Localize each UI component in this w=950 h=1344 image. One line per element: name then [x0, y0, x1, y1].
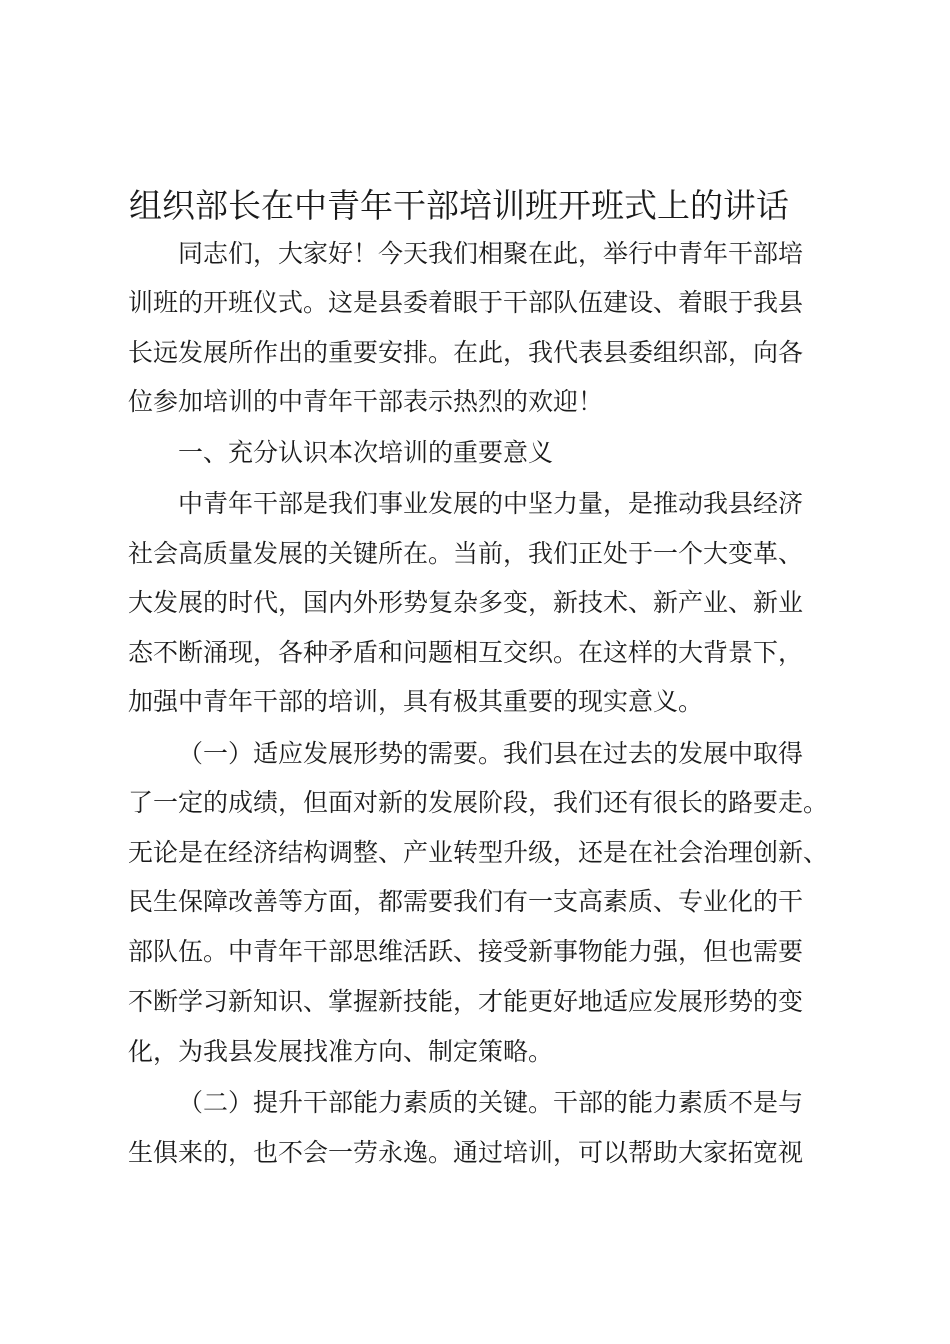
- text-line: （二）提升干部能力素质的关键。干部的能力素质不是与: [178, 1088, 804, 1117]
- text-line: 位参加培训的中青年干部表示热烈的欢迎！: [128, 387, 604, 416]
- text-line: 态不断涌现，各种矛盾和问题相互交织。在这样的大背景下，: [128, 638, 804, 667]
- text-line: 长远发展所作出的重要安排。在此，我代表县委组织部，向各: [128, 338, 804, 367]
- text-line: 部队伍。中青年干部思维活跃、接受新事物能力强，但也需要: [128, 937, 804, 966]
- text-line: 中青年干部是我们事业发展的中坚力量，是推动我县经济: [178, 489, 804, 518]
- text-line: （一）适应发展形势的需要。我们县在过去的发展中取得: [178, 739, 804, 768]
- text-line: 不断学习新知识、掌握新技能，才能更好地适应发展形势的变: [128, 987, 804, 1016]
- text-line: 同志们，大家好！今天我们相聚在此，举行中青年干部培: [178, 239, 804, 268]
- section-heading: 一、充分认识本次培训的重要意义: [178, 438, 554, 467]
- text-line: 训班的开班仪式。这是县委着眼于干部队伍建设、着眼于我县: [128, 288, 804, 317]
- text-line: 生俱来的，也不会一劳永逸。通过培训，可以帮助大家拓宽视: [128, 1138, 804, 1167]
- text-line: 了一定的成绩，但面对新的发展阶段，我们还有很长的路要走。: [128, 788, 829, 817]
- text-line: 大发展的时代，国内外形势复杂多变，新技术、新产业、新业: [128, 588, 804, 617]
- text-line: 化，为我县发展找准方向、制定策略。: [128, 1037, 554, 1066]
- text-line: 无论是在经济结构调整、产业转型升级，还是在社会治理创新、: [128, 838, 829, 867]
- text-line: 民生保障改善等方面，都需要我们有一支高素质、专业化的干: [128, 887, 804, 916]
- text-line: 社会高质量发展的关键所在。当前，我们正处于一个大变革、: [128, 539, 804, 568]
- document-title: 组织部长在中青年干部培训班开班式上的讲话: [129, 186, 789, 225]
- text-line: 加强中青年干部的培训，具有极其重要的现实意义。: [128, 687, 704, 716]
